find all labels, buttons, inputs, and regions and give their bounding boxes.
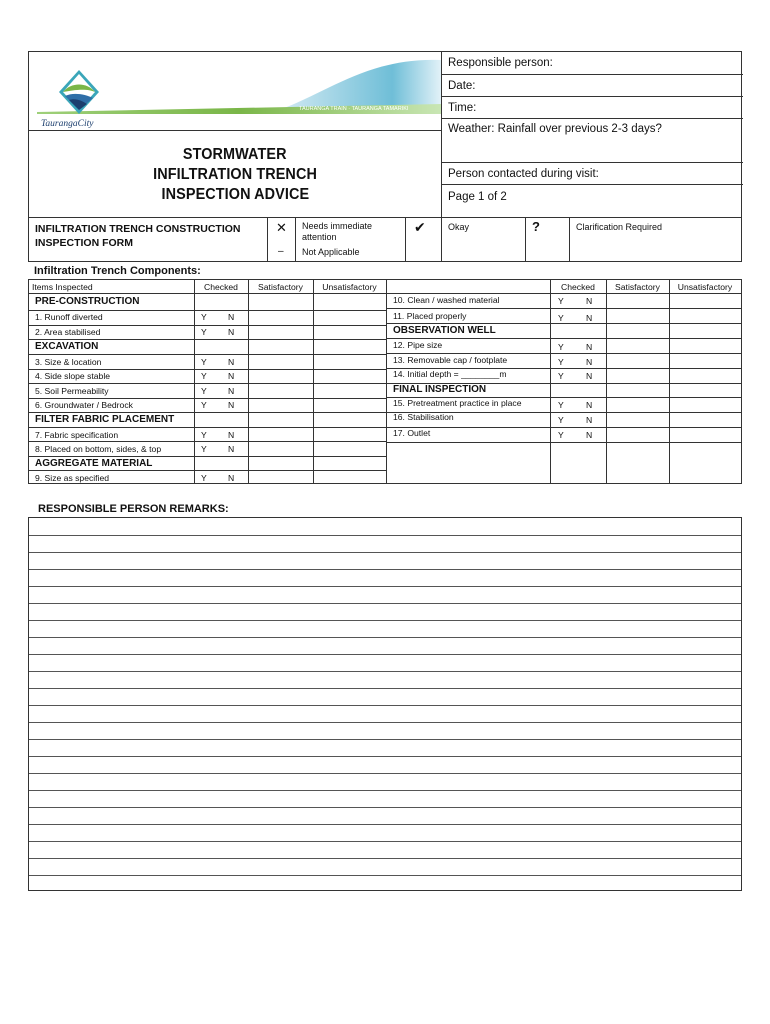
item-2-y[interactable]: Y: [201, 327, 207, 337]
cross-icon: ✕: [276, 220, 287, 235]
section-filter-fabric: FILTER FABRIC PLACEMENT: [35, 414, 175, 425]
item-7-n[interactable]: N: [228, 430, 235, 440]
item-4-label: 4. Side slope stable: [35, 371, 111, 381]
item-5-y[interactable]: Y: [201, 386, 207, 396]
item-12-y[interactable]: Y: [558, 342, 564, 352]
item-16-label: 16. Stabilisation: [393, 412, 454, 422]
page-number: Page 1 of 2: [448, 190, 507, 203]
item-1-y[interactable]: Y: [201, 312, 207, 322]
check-icon: ✔: [414, 219, 426, 235]
item-3-label: 3. Size & location: [35, 357, 102, 367]
item-5-label: 5. Soil Permeability: [35, 386, 109, 396]
legend-symbols-1: [267, 218, 295, 261]
person-contacted-field[interactable]: Person contacted during visit:: [442, 163, 743, 185]
item-10-n[interactable]: N: [586, 296, 593, 306]
okay-label: Okay: [448, 222, 470, 232]
item-13-y[interactable]: Y: [558, 357, 564, 367]
header-checked-left: Checked: [204, 282, 238, 292]
remarks-area[interactable]: [28, 517, 742, 891]
legend-tick-cell: [405, 218, 441, 261]
time-field[interactable]: Time:: [442, 97, 743, 119]
header-satisfactory-right: Satisfactory: [615, 282, 660, 292]
legend-question-label-cell: [569, 218, 743, 261]
item-15-label: 15. Pretreatment practice in place: [393, 398, 522, 408]
header-unsatisfactory-left: Unsatisfactory: [322, 282, 377, 292]
item-10-y[interactable]: Y: [558, 296, 564, 306]
item-17-label: 17. Outlet: [393, 428, 431, 438]
item-17-n[interactable]: N: [586, 430, 593, 440]
logo-banner-text: TAURANGA TRAIN · TAURANGA TAMARIKI: [299, 106, 409, 112]
header-fields: [441, 52, 743, 218]
item-11-label: 11. Placed properly: [393, 311, 467, 321]
form-title-line-2: INSPECTION FORM: [35, 237, 134, 249]
item-10-label: 10. Clean / washed material: [393, 295, 500, 305]
item-15-n[interactable]: N: [586, 400, 593, 410]
form-title-line-1: INFILTRATION TRENCH CONSTRUCTION: [35, 223, 241, 235]
item-3-n[interactable]: N: [228, 357, 235, 367]
item-11-n[interactable]: N: [586, 313, 593, 323]
item-13-n[interactable]: N: [586, 357, 593, 367]
legend-row: [28, 218, 742, 262]
section-aggregate: AGGREGATE MATERIAL: [35, 458, 153, 469]
section-pre-construction: PRE-CONSTRUCTION: [35, 296, 140, 307]
title-line-2: INFILTRATION TRENCH: [153, 165, 317, 183]
item-14-y[interactable]: Y: [558, 371, 564, 381]
item-9-label: 9. Size as specified: [35, 473, 110, 483]
title-line-1: STORMWATER: [183, 145, 287, 163]
item-16-n[interactable]: N: [586, 415, 593, 425]
dash-icon: –: [278, 246, 284, 257]
item-8-n[interactable]: N: [228, 444, 235, 454]
item-5-n[interactable]: N: [228, 386, 235, 396]
logo-wordmark: TaurangaCity: [41, 119, 94, 129]
item-13-label: 13. Removable cap / footplate: [393, 355, 508, 365]
item-6-n[interactable]: N: [228, 400, 235, 410]
question-icon: ?: [532, 219, 540, 234]
item-16-y[interactable]: Y: [558, 415, 564, 425]
header-unsatisfactory-right: Unsatisfactory: [677, 282, 733, 292]
components-title: Infiltration Trench Components:: [34, 265, 201, 277]
item-2-label: 2. Area stabilised: [35, 327, 101, 337]
item-1-n[interactable]: N: [228, 312, 235, 322]
title-line-3: INSPECTION ADVICE: [161, 185, 309, 203]
section-final-inspection: FINAL INSPECTION: [393, 384, 487, 395]
item-8-y[interactable]: Y: [201, 444, 207, 454]
item-6-label: 6. Groundwater / Bedrock: [35, 400, 133, 410]
header-block: [28, 51, 742, 218]
legend-tick-label-cell: [441, 218, 525, 261]
dash-label: Not Applicable: [302, 247, 360, 257]
legend-question-cell: [525, 218, 569, 261]
section-observation-well: OBSERVATION WELL: [393, 325, 496, 336]
cross-label-2: attention: [302, 232, 337, 242]
item-4-n[interactable]: N: [228, 371, 235, 381]
item-3-y[interactable]: Y: [201, 357, 207, 367]
item-9-y[interactable]: Y: [201, 473, 207, 483]
item-14-n[interactable]: N: [586, 371, 593, 381]
legend-labels-1: [295, 218, 405, 261]
item-15-y[interactable]: Y: [558, 400, 564, 410]
logo-area: [29, 52, 441, 130]
item-9-n[interactable]: N: [228, 473, 235, 483]
clarification-label: Clarification Required: [576, 222, 663, 232]
responsible-person-field[interactable]: Responsible person:: [442, 52, 743, 75]
section-excavation: EXCAVATION: [35, 341, 99, 352]
weather-field[interactable]: Weather: Rainfall over previous 2-3 days?: [442, 119, 743, 163]
item-8-label: 8. Placed on bottom, sides, & top: [35, 444, 162, 454]
item-12-label: 12. Pipe size: [393, 340, 443, 350]
item-6-y[interactable]: Y: [201, 400, 207, 410]
item-7-y[interactable]: Y: [201, 430, 207, 440]
item-17-y[interactable]: Y: [558, 430, 564, 440]
remarks-title: RESPONSIBLE PERSON REMARKS:: [38, 503, 229, 515]
tauranga-city-logo: [29, 52, 441, 130]
item-11-y[interactable]: Y: [558, 313, 564, 323]
item-14-label: 14. Initial depth = ________m: [393, 369, 507, 379]
document-title: [29, 130, 441, 218]
date-field[interactable]: Date:: [442, 75, 743, 97]
header-satisfactory-left: Satisfactory: [258, 282, 303, 292]
cross-label-1: Needs immediate: [302, 221, 373, 231]
item-2-n[interactable]: N: [228, 327, 235, 337]
form-title: [35, 222, 241, 265]
header-items-inspected: Items Inspected: [32, 282, 93, 292]
header-checked-right: Checked: [561, 282, 595, 292]
item-4-y[interactable]: Y: [201, 371, 207, 381]
item-1-label: 1. Runoff diverted: [35, 312, 103, 322]
item-12-n[interactable]: N: [586, 342, 593, 352]
components-table: [28, 279, 742, 484]
item-7-label: 7. Fabric specification: [35, 430, 119, 440]
